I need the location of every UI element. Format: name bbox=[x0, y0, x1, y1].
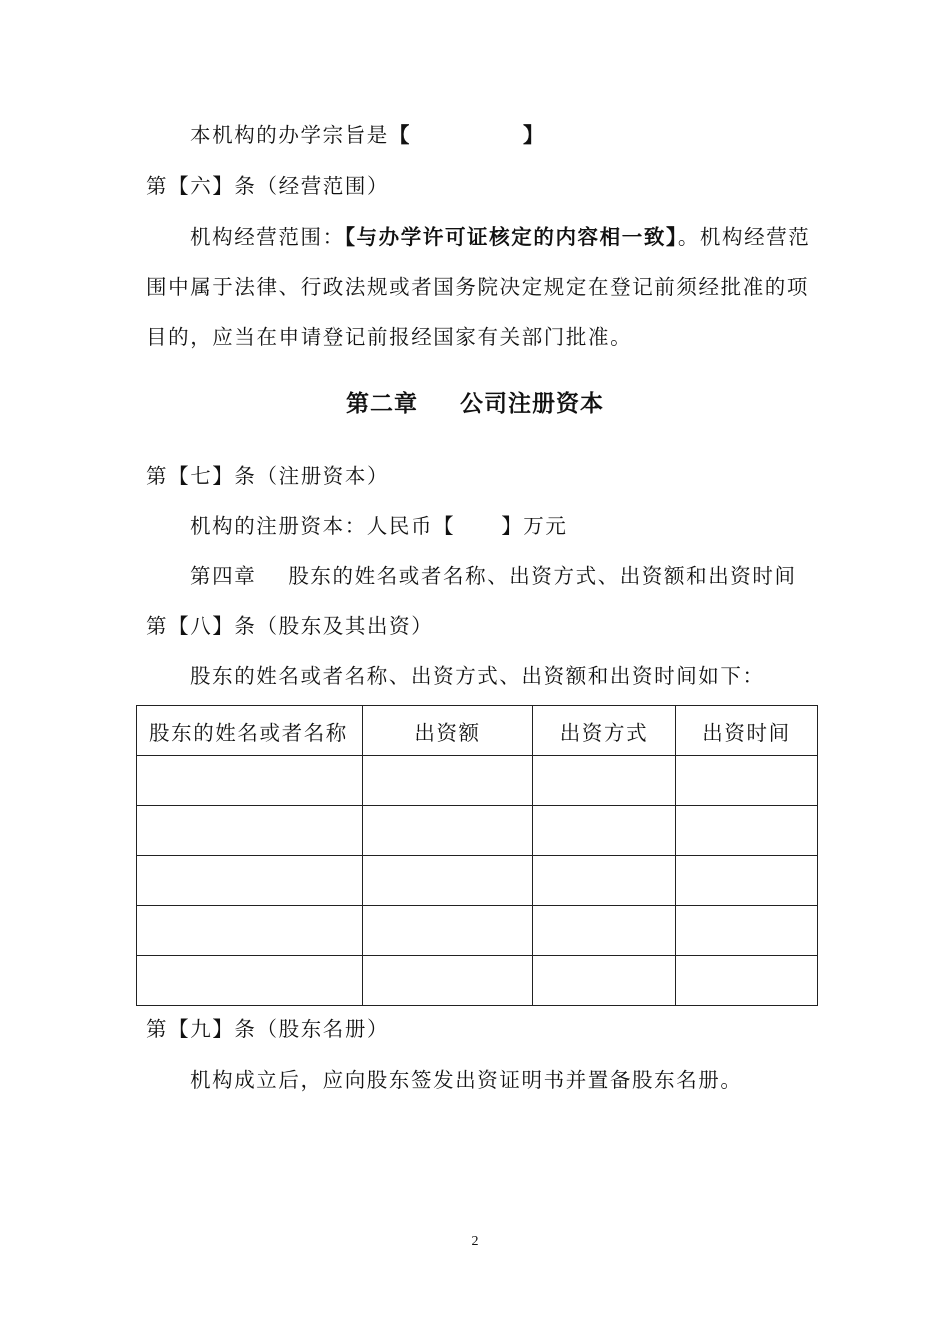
shareholder-table bbox=[136, 705, 818, 1006]
article6-scope-bracket: 【与办学许可证核定的内容相一致】 bbox=[344, 225, 678, 249]
purpose-close-bracket: 】 bbox=[523, 123, 546, 147]
article6-line2: 围中属于法律、行政法规或者国务院决定规定在登记前须经批准的项 bbox=[146, 275, 809, 299]
article7-suffix: 】万元 bbox=[501, 514, 568, 538]
article8-heading: 第【八】条（股东及其出资） bbox=[146, 614, 434, 638]
table-cell bbox=[676, 856, 818, 906]
article6-line3: 目的，应当在申请登记前报经国家有关部门批准。 bbox=[146, 325, 633, 349]
article7-prefix: 机构的注册资本：人民币【 bbox=[190, 514, 456, 538]
header-contribution-time: 出资时间 bbox=[676, 706, 818, 756]
article9-text: 机构成立后，应向股东签发出资证明书并置备股东名册。 bbox=[190, 1068, 743, 1092]
chapter4-title bbox=[190, 561, 797, 591]
article6-heading: 第【六】条（经营范围） bbox=[146, 174, 390, 198]
table-cell bbox=[363, 856, 533, 906]
article7-text bbox=[190, 511, 568, 541]
purpose-open-bracket: 【 bbox=[388, 123, 412, 147]
header-contribution-method: 出资方式 bbox=[533, 706, 676, 756]
table-cell bbox=[137, 856, 363, 906]
table-cell bbox=[137, 906, 363, 956]
header-contribution-amount: 出资额 bbox=[363, 706, 533, 756]
chapter4-name: 股东的姓名或者名称、出资方式、出资额和出资时间 bbox=[288, 564, 797, 588]
article9-heading: 第【九】条（股东名册） bbox=[146, 1017, 390, 1041]
table-row bbox=[137, 906, 818, 956]
table-cell bbox=[363, 956, 533, 1006]
table-row bbox=[137, 756, 818, 806]
table-row bbox=[137, 956, 818, 1006]
article6-line1-suffix: 。机构经营范 bbox=[677, 225, 811, 249]
header-shareholder-name: 股东的姓名或者名称 bbox=[137, 706, 363, 756]
chapter4-number: 第四章 bbox=[190, 564, 257, 588]
table-cell bbox=[533, 856, 676, 906]
article6-line1-prefix: 机构经营范围： bbox=[190, 225, 345, 249]
table-cell bbox=[363, 906, 533, 956]
table-cell bbox=[676, 806, 818, 856]
article7-heading: 第【七】条（注册资本） bbox=[146, 464, 390, 488]
chapter2-title bbox=[0, 385, 950, 418]
table-cell bbox=[137, 806, 363, 856]
table-cell bbox=[363, 806, 533, 856]
table-row bbox=[137, 856, 818, 906]
table-cell bbox=[137, 756, 363, 806]
page-number: 2 bbox=[471, 1234, 479, 1249]
table-cell bbox=[676, 756, 818, 806]
table-cell bbox=[363, 756, 533, 806]
table-row bbox=[137, 806, 818, 856]
table-header-row bbox=[137, 706, 818, 756]
table-cell bbox=[676, 956, 818, 1006]
table-cell bbox=[533, 806, 676, 856]
table-cell bbox=[137, 956, 363, 1006]
article6-line1 bbox=[190, 222, 810, 252]
purpose-text: 本机构的办学宗旨是 bbox=[190, 123, 389, 147]
chapter2-number: 第二章 bbox=[346, 390, 418, 417]
chapter2-name: 公司注册资本 bbox=[460, 390, 604, 417]
table-cell bbox=[676, 906, 818, 956]
purpose-line bbox=[190, 120, 545, 150]
article8-intro: 股东的姓名或者名称、出资方式、出资额和出资时间如下： bbox=[190, 664, 765, 688]
table-cell bbox=[533, 756, 676, 806]
table-cell bbox=[533, 956, 676, 1006]
table-cell bbox=[533, 906, 676, 956]
